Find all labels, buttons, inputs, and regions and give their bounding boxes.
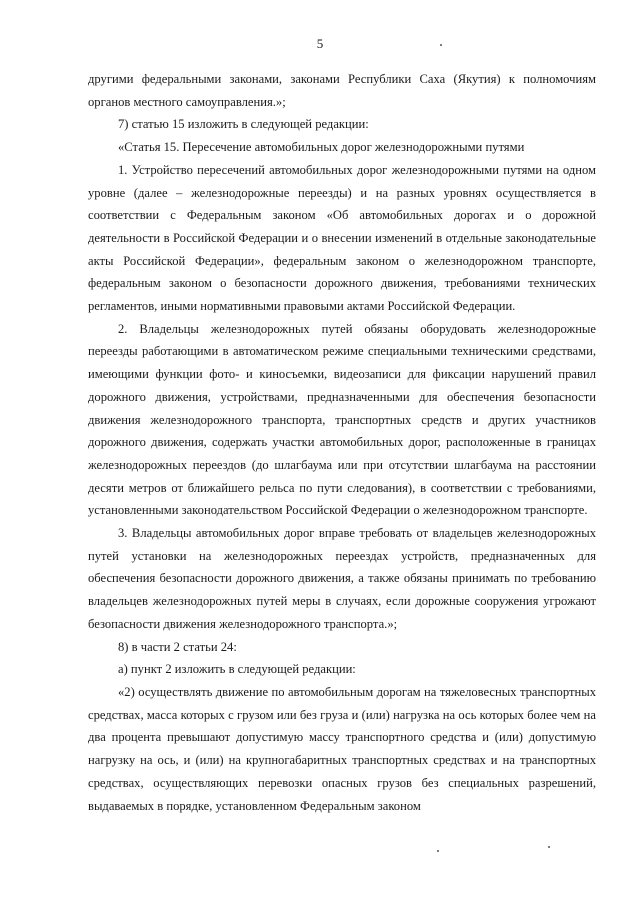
article-15-heading: «Статья 15. Пересечение автомобильных дорог железнодорожными путями: [118, 140, 525, 155]
document-body: [88, 68, 596, 817]
paragraph-amendment-8: 8) в части 2 статьи 24:: [118, 639, 237, 654]
article-15-part-3: 3. Владельцы автомобильных дорог вправе требовать от владельцев железнодорожных путей установки на железнодорожных переездах устройств, предназначенных для обеспечения безопасности дорожного движения, а также обязаны принимать по требованию владельцев железнодорожных путей меры в случаях, если дорожные сооружения угрожают безопасности движения железнодорожного транспорта.»;: [88, 526, 596, 631]
scan-speck: [440, 44, 442, 46]
scan-speck: [548, 846, 550, 848]
page-number: 5: [316, 36, 324, 51]
item-2-text: «2) осуществлять движение по автомобильным дорогам на тяжеловесных транспортных средствах, масса которых с грузом или без груза и (или) нагрузка на ось которых более чем на два процента превышают допустимую массу транспортного средства и (или) допустимую нагрузку на ось, и (или) на крупногабаритных транспортных средствах и на транспортных средствах, осуществляющих перевозки опасных грузов без специальных разрешений, выдаваемых в порядке, установленном Федеральным законом: [88, 684, 596, 813]
article-15-part-2: 2. Владельцы железнодорожных путей обязаны оборудовать железнодорожные переезды работающими в автоматическом режиме специальными техническими средствами, имеющими функции фото- и киносъемки, видеозаписи для фиксации нарушений правил дорожного движения, устройствами, предназначенными для обеспечения безопасности движения железнодорожного транспорта, транспортных средств и других участников дорожного движения, содержать участки автомобильных дорог, расположенные в границах железнодорожных переездов (до шлагбаума или при отсутствии шлагбаума на расстоянии десяти метров от ближайшего рельса по пути следования), в соответствии с требованиями, установленными законодательством Российской Федерации о железнодорожном транспорте.: [88, 321, 596, 518]
subparagraph-a: а) пункт 2 изложить в следующей редакции:: [118, 662, 356, 677]
paragraph-continuation: другими федеральными законами, законами Республики Саха (Якутия) к полномочиям органов местного самоуправления.»;: [88, 72, 596, 109]
paragraph-amendment-7: 7) статью 15 изложить в следующей редакции:: [118, 117, 369, 132]
article-15-part-1: 1. Устройство пересечений автомобильных дорог железнодорожными путями на одном уровне (далее – железнодорожные переезды) и на разных уровнях осуществляется в соответствии с Федеральным законом «Об автомобильных дорогах и о дорожной деятельности в Российской Федерации и о внесении изменений в отдельные законодательные акты Российской Федерации», федеральным законом о железнодорожном транспорте, федеральным законом о безопасности дорожного движения, требованиями технических регламентов, иными нормативными правовыми актами Российской Федерации.: [88, 162, 596, 314]
scan-speck: [437, 850, 439, 852]
